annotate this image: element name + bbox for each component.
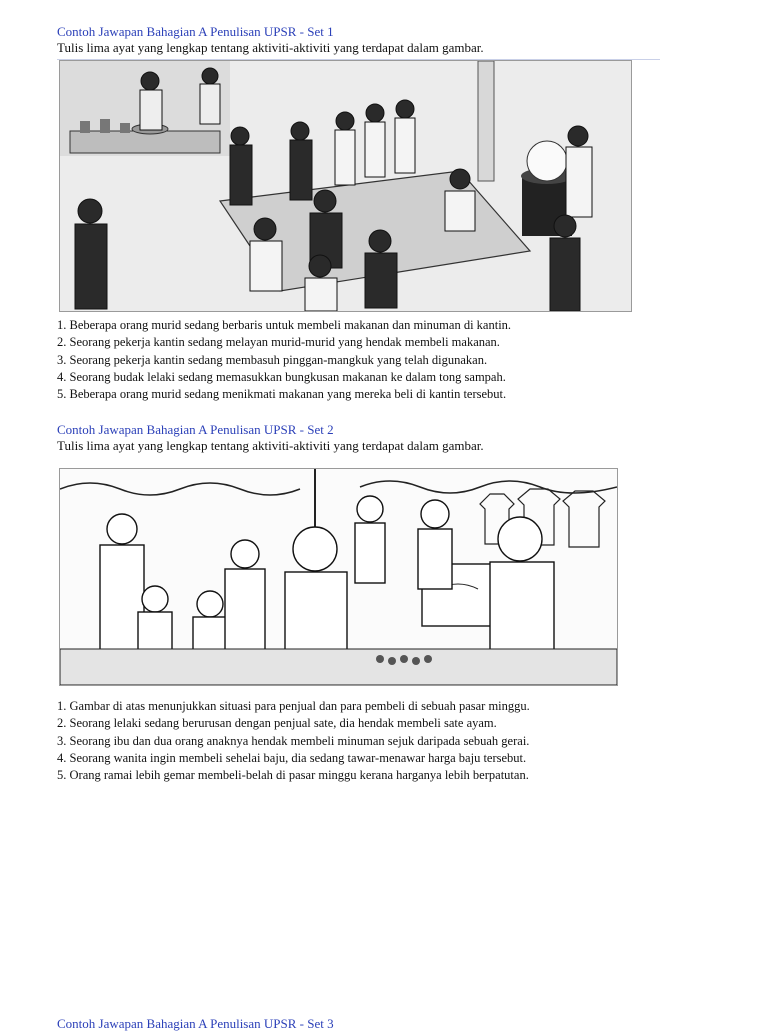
- set2-answers-block: [57, 698, 677, 784]
- list-item: 2. Seorang lelaki sedang berurusan dengan penjual sate, dia hendak membeli sate ayam.: [57, 716, 497, 731]
- set1-answer-list: [57, 317, 677, 403]
- set1-answers-block: [57, 317, 677, 403]
- list-item: 4. Seorang budak lelaki sedang memasukkan bungkusan makanan ke dalam tong sampah.: [57, 369, 506, 384]
- list-item: 1. Beberapa orang murid sedang berbaris untuk membeli makanan dan minuman di kantin.: [57, 318, 512, 332]
- set1-section: [57, 24, 677, 56]
- list-item: 5. Beberapa orang murid sedang menikmati makanan yang mereka beli di kantin tersebut.: [57, 387, 507, 402]
- set3-heading: Contoh Jawapan Bahagian A Penulisan UPSR - Set 3: [57, 1016, 334, 1031]
- set2-instruction: Tulis lima ayat yang lengkap tentang aktiviti-aktiviti yang terdapat dalam gambar.: [57, 438, 484, 453]
- set2-market-illustration: [59, 468, 618, 686]
- list-item: 5. Orang ramai lebih gemar membeli-belah di pasar minggu kerana harganya lebih berpatutan.: [57, 768, 529, 783]
- set1-heading: Contoh Jawapan Bahagian A Penulisan UPSR - Set 1: [57, 24, 334, 39]
- set2-answer-list: [57, 698, 677, 784]
- list-item: 3. Seorang ibu dan dua orang anaknya hendak membeli minuman sejuk daripada sebuah gerai.: [57, 733, 530, 748]
- set3-section: [57, 1016, 677, 1032]
- set1-instruction: Tulis lima ayat yang lengkap tentang aktiviti-aktiviti yang terdapat dalam gambar.: [57, 40, 484, 55]
- set2-section: [57, 422, 677, 454]
- list-item: 1. Gambar di atas menunjukkan situasi para penjual dan para pembeli di sebuah pasar minggu.: [57, 699, 530, 713]
- list-item: 2. Seorang pekerja kantin sedang melayan murid-murid yang hendak membeli makanan.: [57, 335, 500, 350]
- list-item: 4. Seorang wanita ingin membeli sehelai baju, dia sedang tawar-menawar harga baju tersebut.: [57, 750, 527, 765]
- list-item: 3. Seorang pekerja kantin sedang membasuh pinggan-mangkuk yang telah digunakan.: [57, 352, 488, 367]
- set1-canteen-illustration: [59, 60, 632, 312]
- set2-heading: Contoh Jawapan Bahagian A Penulisan UPSR - Set 2: [57, 422, 334, 437]
